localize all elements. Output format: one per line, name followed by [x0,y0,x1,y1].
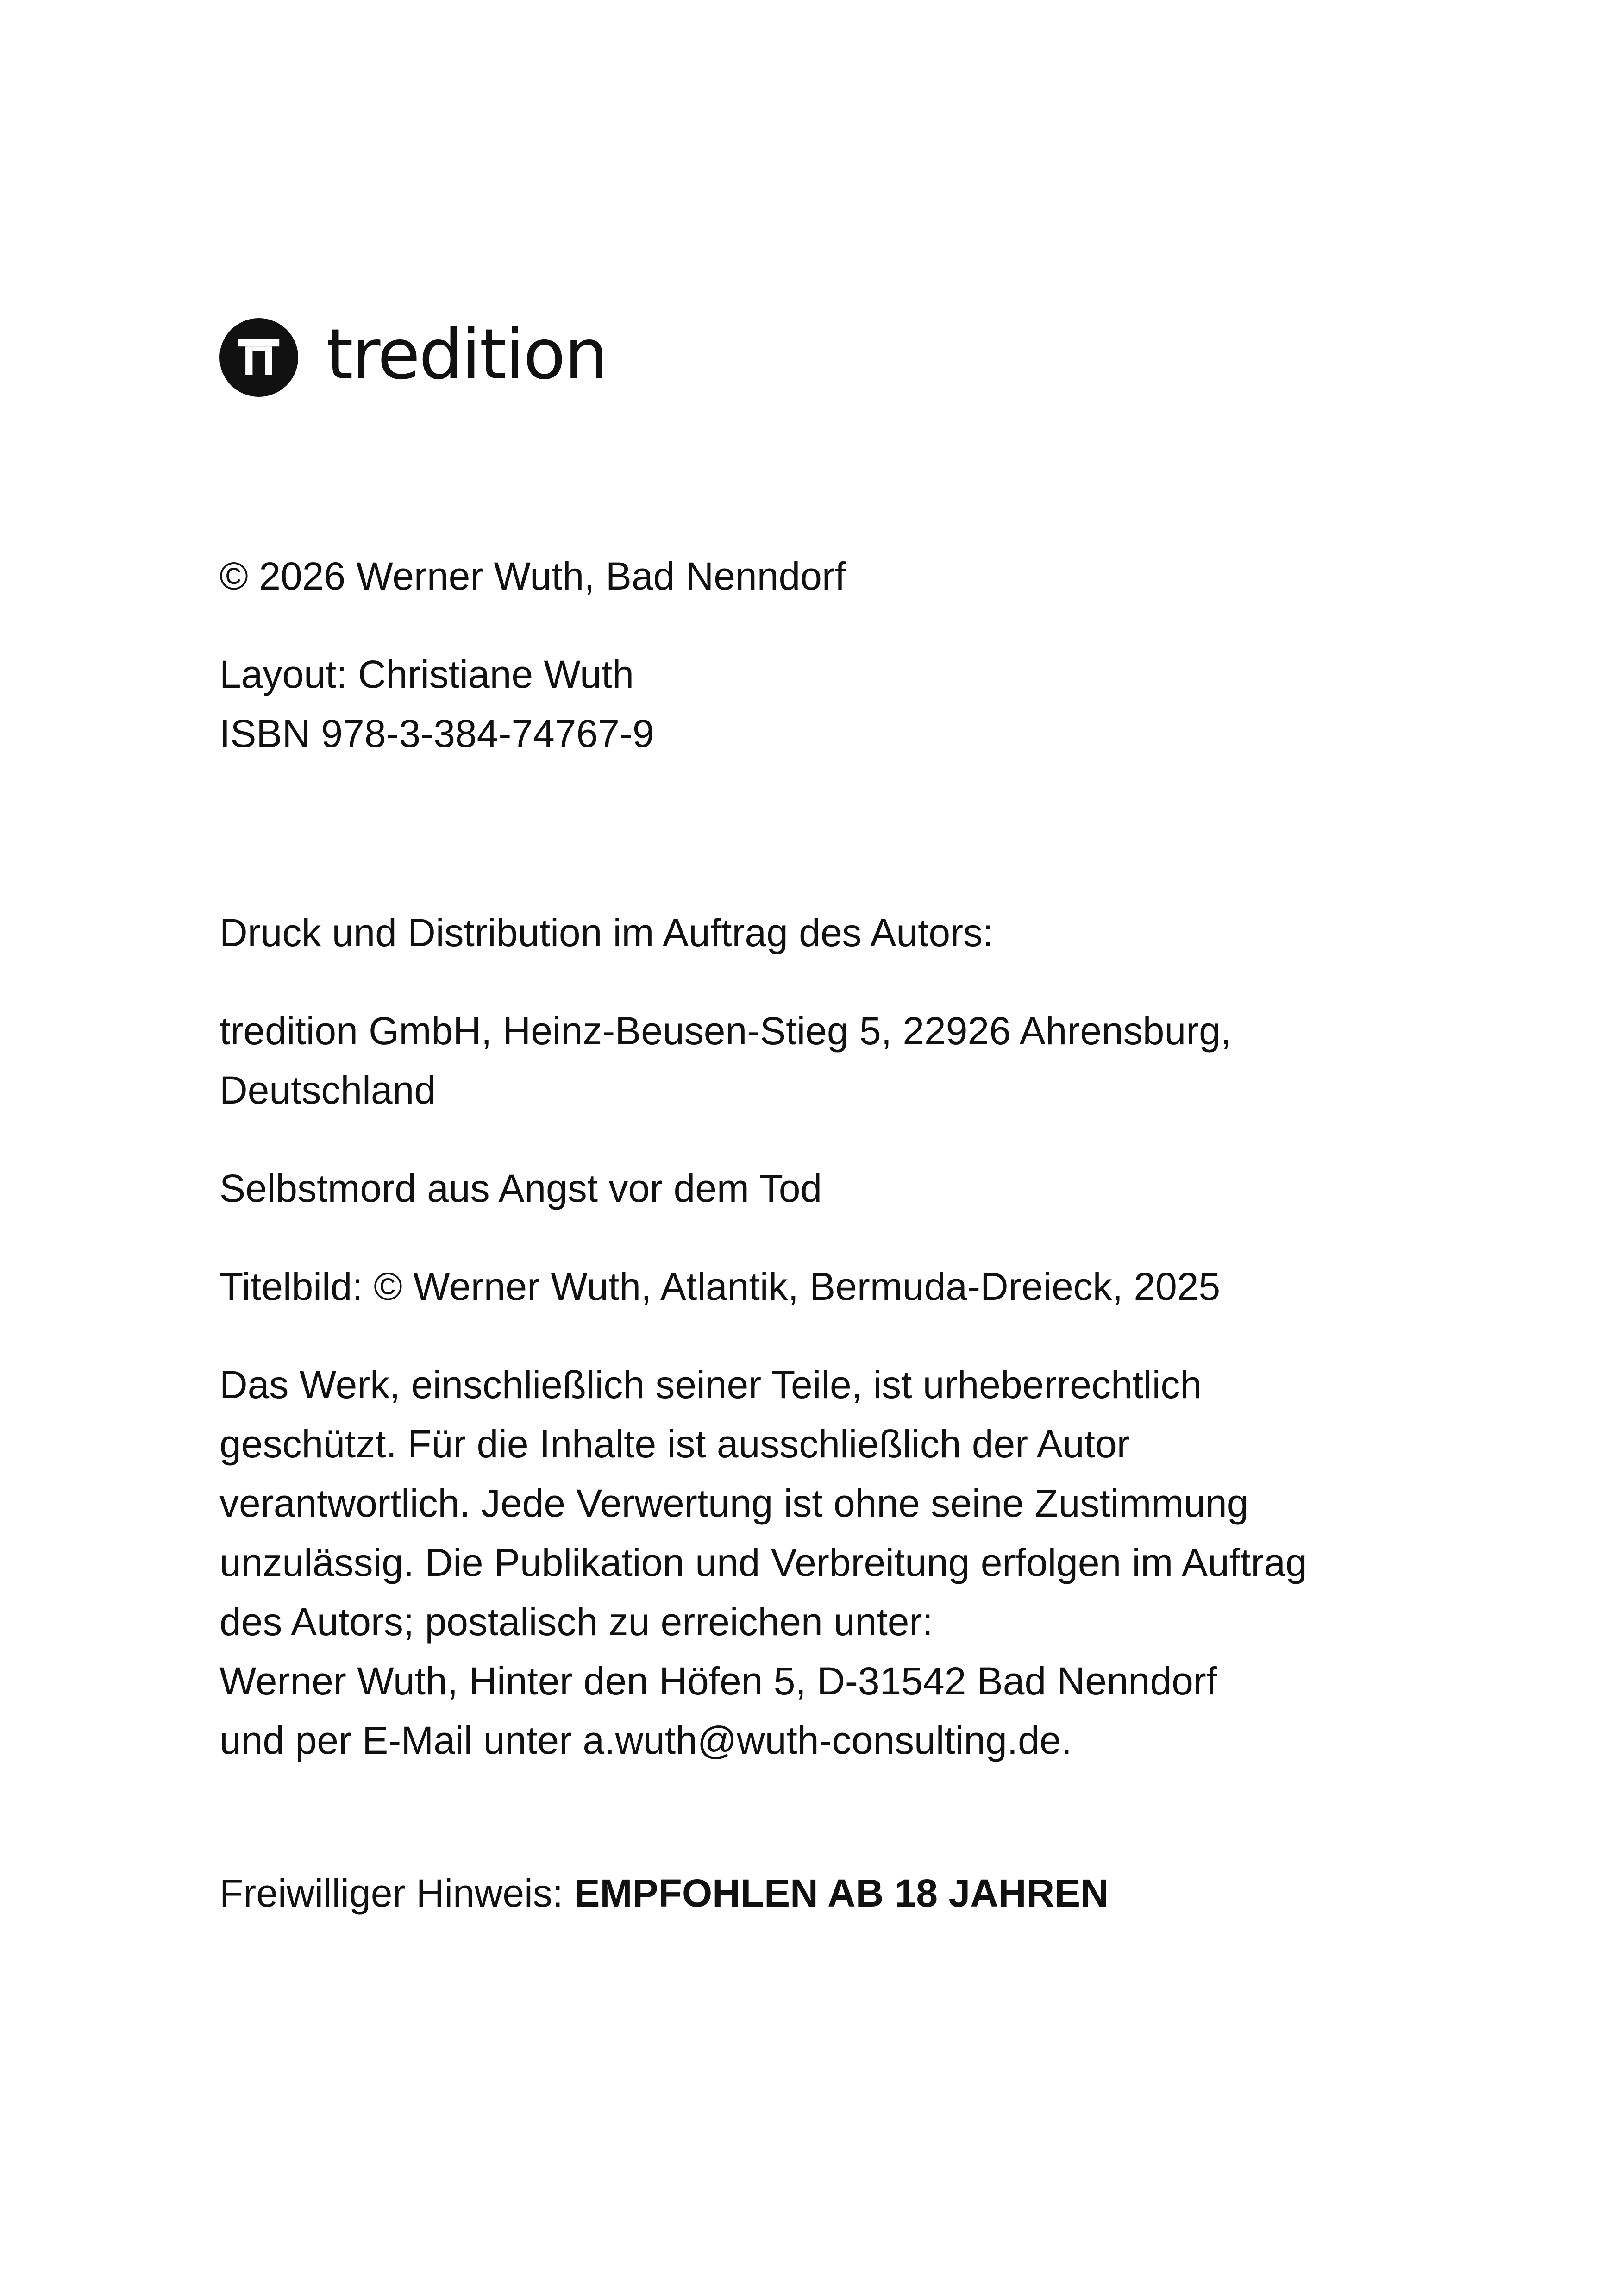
print-distribution-heading: Druck und Distribution im Auftrag des Autors: [219,911,994,954]
book-title: Selbstmord aus Angst vor dem Tod [219,1167,822,1210]
age-advisory [219,1863,1423,1923]
publisher-address: tredition GmbH, Heinz-Beusen-Stieg 5, 22926 Ahrensburg, Deutschland [219,1009,1232,1112]
logo-wordmark: tredition [326,314,607,395]
copyright-line: © 2026 Werner Wuth, Bad Nenndorf [219,554,846,598]
isbn-line: ISBN 978-3-384-74767-9 [219,712,654,755]
cover-image-credit: Titelbild: © Werner Wuth, Atlantik, Bermuda-Dreieck, 2025 [219,1265,1221,1308]
age-advisory-label: Freiwilliger Hinweis: [219,1871,574,1915]
age-advisory-value: EMPFOHLEN AB 18 JAHREN [574,1871,1109,1915]
legal-notice: Das Werk, einschließlich seiner Teile, ist urheberrechtlich geschützt. Für die Inhalte ist ausschließlich der Autor verantwortlich. Jede Verwertung ist ohne seine Zustimmung unzulässig. Die Publikation und Verbreitung erfolgen im Auftrag des Autors; postalisch zu erreichen unter: Werner Wuth, Hinter den Höfen 5, D-31542 Bad Nenndorf und per E-Mail unter a.wuth@wuth-consulting.de. [219,1363,1307,1762]
publisher-logo [219,316,607,399]
layout-credit: Layout: Christiane Wuth [219,652,634,696]
tredition-logo-icon [219,318,298,397]
